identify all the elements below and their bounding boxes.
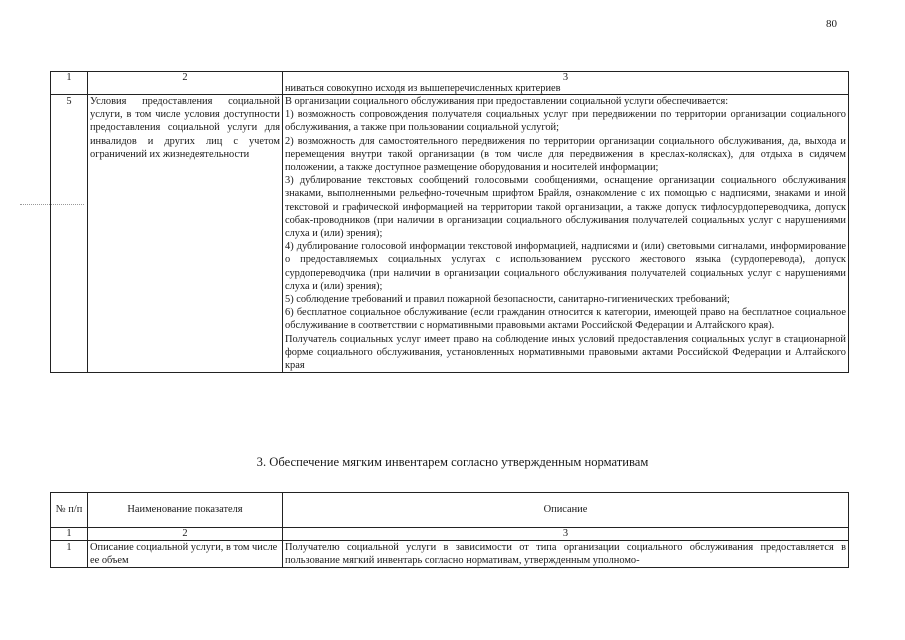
table-row: [51, 95, 849, 373]
row-description: Получателю социальной услуги в зависимости от типа организации социального обслуживания предоставляется в пользование мягкий инвентарь согласно нормативам, утвержденным уполномо-: [283, 541, 849, 568]
header-row: [51, 493, 849, 528]
description-paragraph: Получатель социальных услуг имеет право на соблюдение иных условий предоставления социальных услуг в стационарной форме социального обслуживания, установленных нормативными правовыми актами Российской Федерации и Алтайского края: [285, 333, 846, 372]
section-title: 3. Обеспечение мягким инвентарем согласно утвержденным нормативам: [256, 455, 649, 469]
row-number: 1: [51, 541, 88, 568]
col-number-2: 2: [88, 72, 283, 95]
description-paragraph: 4) дублирование голосовой информации текстовой информацией, надписями и (или) световыми сигналами, информирование о предоставляемых социальных услугах с использованием русского жестового языка (сурдоперевода), допуск сурдопереводчика (при наличии в организации социального обслуживания получателей социальных услуг с нарушениями слуха и (или) зрения);: [285, 241, 846, 292]
page-number: 80: [826, 18, 837, 30]
description-paragraph: 3) дублирование текстовых сообщений голосовыми сообщениями, оснащение организации социального обслуживания знаками, выполненными рельефно-точечным шрифтом Брайля, ознакомление с их помощью с надписями, знаками и иной текстовой и графической информацией на территории такой организации, а также допуск тифлосурдопереводчика, допуск собак-проводников (при наличии в организации социального обслуживания получателей социальных услуг с нарушениями слуха и (или) зрения);: [285, 175, 846, 240]
description-paragraph: 5) соблюдение требований и правил пожарной безопасности, санитарно-гигиенических требований;: [285, 294, 730, 306]
column-number-row: [51, 72, 849, 95]
description-paragraph: 2) возможность для самостоятельного передвижения по территории организации социального обслуживания, да, выхода и перемещения внутри такой организации (в том числе для передвижения в креслах-колясках), для отдыха в сидячем положении, а также доступное размещение оборудования и носителей информации;: [285, 135, 846, 174]
col-number-2: 2: [88, 528, 283, 541]
col-number-1: 1: [51, 528, 88, 541]
continuation-text: ниваться совокупно исходя из вышеперечисленных критериев: [285, 83, 561, 94]
header-name: Наименование показателя: [88, 493, 283, 528]
col-number-3: 3: [283, 528, 849, 541]
row-name: Условия предоставления социальной услуги, в том числе условия доступности предоставления социальной услуги для инвалидов и других лиц с учетом ограничений их жизнедеятельности: [88, 95, 283, 373]
column-number-row: [51, 528, 849, 541]
col-number-3: 3 ниваться совокупно исходя из вышеперечисленных критериев: [283, 72, 849, 95]
row-name: Описание социальной услуги, в том числе ее объем: [88, 541, 283, 568]
soft-inventory-table: [50, 492, 849, 568]
header-description: Описание: [283, 493, 849, 528]
row-description: [283, 95, 849, 373]
row-number: 5: [51, 95, 88, 373]
header-num: № п/п: [51, 493, 88, 528]
description-paragraph: 1) возможность сопровождения получателя социальных услуг при передвижении по территории организации социального обслуживания, а также при пользовании социальной услугой;: [285, 109, 846, 134]
description-paragraph: В организации социального обслуживания при предоставлении социальной услуги обеспечивается:: [285, 96, 729, 107]
conditions-table: [50, 71, 849, 373]
table-row: [51, 541, 849, 568]
description-paragraph: 6) бесплатное социальное обслуживание (если гражданин относится к категории, имеющей право на бесплатное социальное обслуживание в соответствии с нормативными правовыми актами Российской Федерации и Алтайского края).: [285, 307, 846, 332]
col-number-1: 1: [51, 72, 88, 95]
